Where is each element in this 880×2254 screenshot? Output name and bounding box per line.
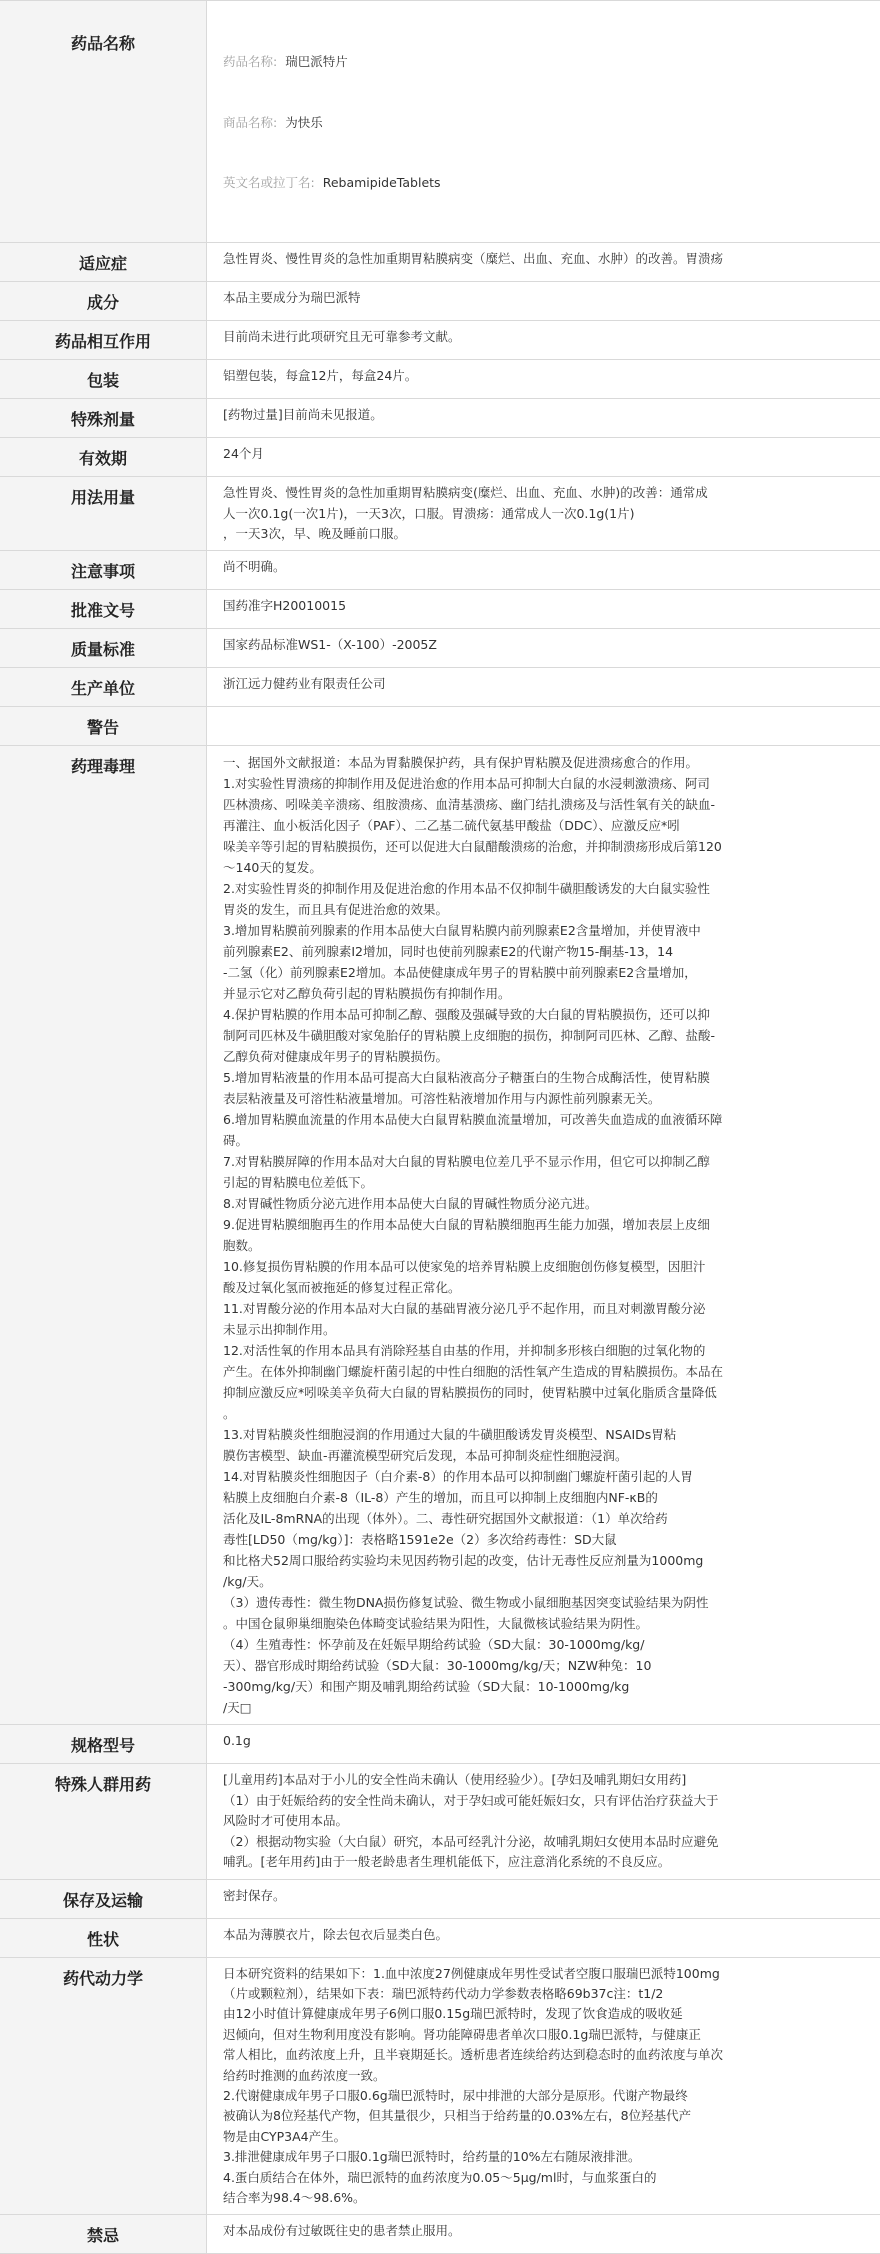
row-dosage <box>0 477 880 551</box>
trade-name-key: 商品名称: <box>223 115 277 130</box>
row-label: 性状 <box>0 1918 207 1957</box>
row-shelf-life <box>0 438 880 477</box>
row-label: 批准文号 <box>0 590 207 629</box>
trade-name-line <box>223 113 872 133</box>
row-label: 药品相互作用 <box>0 321 207 360</box>
row-value: 24个月 <box>207 438 880 477</box>
row-pharmacology <box>0 746 880 1725</box>
row-label: 注意事项 <box>0 551 207 590</box>
row-precautions <box>0 551 880 590</box>
row-label: 规格型号 <box>0 1725 207 1764</box>
english-name-key: 英文名或拉丁名: <box>223 175 315 190</box>
row-warning <box>0 707 880 746</box>
english-name: RebamipideTablets <box>323 175 441 190</box>
generic-name-key: 药品名称: <box>223 54 277 69</box>
row-special-dosage <box>0 399 880 438</box>
row-value: 尚不明确。 <box>207 551 880 590</box>
row-value: 0.1g <box>207 1725 880 1764</box>
row-value: 急性胃炎、慢性胃炎的急性加重期胃粘膜病变(糜烂、出血、充血、水肿)的改善：通常成 人一次0.1g(一次1片)，一天3次，口服。胃溃疡：通常成人一次0.1g(1片) ，一天3次，早、晚及睡前口服。 <box>207 477 880 551</box>
row-value <box>207 707 880 746</box>
row-label: 警告 <box>0 707 207 746</box>
english-name-line <box>223 173 872 193</box>
row-label: 用法用量 <box>0 477 207 551</box>
row-value: 本品主要成分为瑞巴派特 <box>207 282 880 321</box>
row-value: 急性胃炎、慢性胃炎的急性加重期胃粘膜病变（糜烂、出血、充血、水肿）的改善。胃溃疡 <box>207 243 880 282</box>
row-label: 保存及运输 <box>0 1879 207 1918</box>
row-label: 包装 <box>0 360 207 399</box>
row-value: 日本研究资料的结果如下：1.血中浓度27例健康成年男性受试者空腹口服瑞巴派特100mg （片或颗粒剂），结果如下表：瑞巴派特药代动力学参数表格略69b37c注：t1/2 由12小时值计算健康成年男子6例口服0.15g瑞巴派特时，发现了饮食造成的吸收延 迟倾向，但对生物利用度没有影响。肾功能障碍患者单次口服0.1g瑞巴派特，与健康正 常人相比，血药浓度上升，且半衰期延长。透析患者连续给药达到稳态时的血药浓度与单次 给药时推测的血药浓度一致。 2.代谢健康成年男子口服0.6g瑞巴派特时，尿中排泄的大部分是原形。代谢产物最终 被确认为8位羟基代产物，但其量很少，只相当于给药量的0.03%左右，8位羟基代产 物是由CYP3A4产生。 3.排泄健康成年男子口服0.1g瑞巴派特时，给药量的10%左右随尿液排泄。 4.蛋白质结合在体外，瑞巴派特的血药浓度为0.05～5μg/ml时，与血浆蛋白的 结合率为98.4～98.6%。 <box>207 1957 880 2215</box>
row-interactions <box>0 321 880 360</box>
row-label: 适应症 <box>0 243 207 282</box>
row-special-populations <box>0 1764 880 1879</box>
row-value: [药物过量]目前尚未见报道。 <box>207 399 880 438</box>
row-value: 密封保存。 <box>207 1879 880 1918</box>
row-value: 本品为薄膜衣片，除去包衣后显类白色。 <box>207 1918 880 1957</box>
row-storage <box>0 1879 880 1918</box>
row-label: 禁忌 <box>0 2215 207 2254</box>
row-label: 特殊剂量 <box>0 399 207 438</box>
row-packaging <box>0 360 880 399</box>
generic-name: 瑞巴派特片 <box>285 54 348 69</box>
row-drug-name <box>0 1 880 243</box>
row-value: 目前尚未进行此项研究且无可靠参考文献。 <box>207 321 880 360</box>
row-label: 质量标准 <box>0 629 207 668</box>
row-value: 一、据国外文献报道：本品为胃黏膜保护药，具有保护胃粘膜及促进溃疡愈合的作用。 1.对实验性胃溃疡的抑制作用及促进治愈的作用本品可抑制大白鼠的水浸刺激溃疡、阿司 匹林溃疡、吲哚美辛溃疡、组胺溃疡、血清基溃疡、幽门结扎溃疡及与活性氧有关的缺血- 再灌注、血小板活化因子（PAF）、二乙基二硫代氨基甲酸盐（DDC）、应激反应*吲 哚美辛等引起的胃粘膜损伤，还可以促进大白鼠醋酸溃疡的治愈，并抑制溃疡形成后第120 ～140天的复发。 2.对实验性胃炎的抑制作用及促进治愈的作用本品不仅抑制牛磺胆酸诱发的大白鼠实验性 胃炎的发生，而且具有促进治愈的效果。 3.增加胃粘膜前列腺素的作用本品使大白鼠胃粘膜内前列腺素E2含量增加，并使胃液中 前列腺素E2、前列腺素I2增加，同时也使前列腺素E2的代谢产物15-酮基-13，14 -二氢（化）前列腺素E2增加。本品使健康成年男子的胃粘膜中前列腺素E2含量增加， 并显示它对乙醇负荷引起的胃粘膜损伤有抑制作用。 4.保护胃粘膜的作用本品可抑制乙醇、强酸及强碱导致的大白鼠的胃粘膜损伤，还可以抑 制阿司匹林及牛磺胆酸对家兔胎仔的胃粘膜上皮细胞的损伤，抑制阿司匹林、乙醇、盐酸- 乙醇负荷对健康成年男子的胃粘膜损伤。 5.增加胃粘液量的作用本品可提高大白鼠粘液高分子糖蛋白的生物合成酶活性，使胃粘膜 表层粘液量及可溶性粘液量增加。可溶性粘液增加作用与内源性前列腺素无关。 6.增加胃粘膜血流量的作用本品使大白鼠胃粘膜血流量增加，可改善失血造成的血液循环障 碍。 7.对胃粘膜屏障的作用本品对大白鼠的胃粘膜电位差几乎不显示作用，但它可以抑制乙醇 引起的胃粘膜电位差低下。 8.对胃碱性物质分泌亢进作用本品使大白鼠的胃碱性物质分泌亢进。 9.促进胃粘膜细胞再生的作用本品使大白鼠的胃粘膜细胞再生能力加强，增加表层上皮细 胞数。 10.修复损伤胃粘膜的作用本品可以使家兔的培养胃粘膜上皮细胞创伤修复模型，因胆汁 酸及过氧化氢而被拖延的修复过程正常化。 11.对胃酸分泌的作用本品对大白鼠的基础胃液分泌几乎不起作用，而且对刺激胃酸分泌 未显示出抑制作用。 12.对活性氧的作用本品具有消除羟基自由基的作用，并抑制多形核白细胞的过氧化物的 产生。在体外抑制幽门螺旋杆菌引起的中性白细胞的活性氧产生造成的胃粘膜损伤。本品在 抑制应激反应*吲哚美辛负荷大白鼠的胃粘膜损伤的同时，使胃粘膜中过氧化脂质含量降低 。 13.对胃粘膜炎性细胞浸润的作用通过大鼠的牛磺胆酸诱发胃炎模型、NSAIDs胃粘 膜伤害模型、缺血-再灌流模型研究后发现，本品可抑制炎症性细胞浸润。 14.对胃粘膜炎性细胞因子（白介素-8）的作用本品可以抑制幽门螺旋杆菌引起的人胃 粘膜上皮细胞白介素-8（IL-8）产生的增加，而且可以抑制上皮细胞内NF-κB的 活化及IL-8mRNA的出现（体外）。二、毒性研究据国外文献报道：（1）单次给药 毒性[LD50（mg/kg）]：表格略1591e2e（2）多次给药毒性：SD大鼠 和比格犬52周口服给药实验均未见因药物引起的改变，估计无毒性反应剂量为1000mg /kg/天。 （3）遗传毒性：微生物DNA损伤修复试验、微生物或小鼠细胞基因突变试验结果为阴性 。中国仓鼠卵巢细胞染色体畸变试验结果为阳性，大鼠微核试验结果为阴性。 （4）生殖毒性：怀孕前及在妊娠早期给药试验（SD大鼠：30-1000mg/kg/ 天）、器官形成时期给药试验（SD大鼠：30-1000mg/kg/天；NZW种兔：10 -300mg/kg/天）和围产期及哺乳期给药试验（SD大鼠：10-1000mg/kg /天□ <box>207 746 880 1725</box>
generic-name-line <box>223 52 872 72</box>
row-contraindications <box>0 2215 880 2254</box>
row-label: 药代动力学 <box>0 1957 207 2215</box>
row-pharmacokinetics <box>0 1957 880 2215</box>
row-label: 药品名称 <box>0 1 207 243</box>
row-ingredients <box>0 282 880 321</box>
row-label: 药理毒理 <box>0 746 207 1725</box>
row-value: 对本品成份有过敏既往史的患者禁止服用。 <box>207 2215 880 2254</box>
row-label: 特殊人群用药 <box>0 1764 207 1879</box>
row-appearance <box>0 1918 880 1957</box>
row-indications <box>0 243 880 282</box>
trade-name: 为快乐 <box>285 115 323 130</box>
row-value: 浙江远力健药业有限责任公司 <box>207 668 880 707</box>
row-label: 有效期 <box>0 438 207 477</box>
row-value: 国药准字H20010015 <box>207 590 880 629</box>
row-value: 铝塑包装，每盒12片，每盒24片。 <box>207 360 880 399</box>
row-quality-standard <box>0 629 880 668</box>
row-value: 国家药品标准WS1-（X-100）-2005Z <box>207 629 880 668</box>
row-manufacturer <box>0 668 880 707</box>
row-label: 成分 <box>0 282 207 321</box>
row-value: [儿童用药]本品对于小儿的安全性尚未确认（使用经验少）。[孕妇及哺乳期妇女用药] （1）由于妊娠给药的安全性尚未确认，对于孕妇或可能妊娠妇女，只有评估治疗获益大于 风险时才可使用本品。 （2）根据动物实验（大白鼠）研究，本品可经乳汁分泌，故哺乳期妇女使用本品时应避免 哺乳。[老年用药]由于一般老龄患者生理机能低下，应注意消化系统的不良反应。 <box>207 1764 880 1879</box>
drug-names <box>207 1 880 243</box>
row-approval-number <box>0 590 880 629</box>
row-specification <box>0 1725 880 1764</box>
row-label: 生产单位 <box>0 668 207 707</box>
